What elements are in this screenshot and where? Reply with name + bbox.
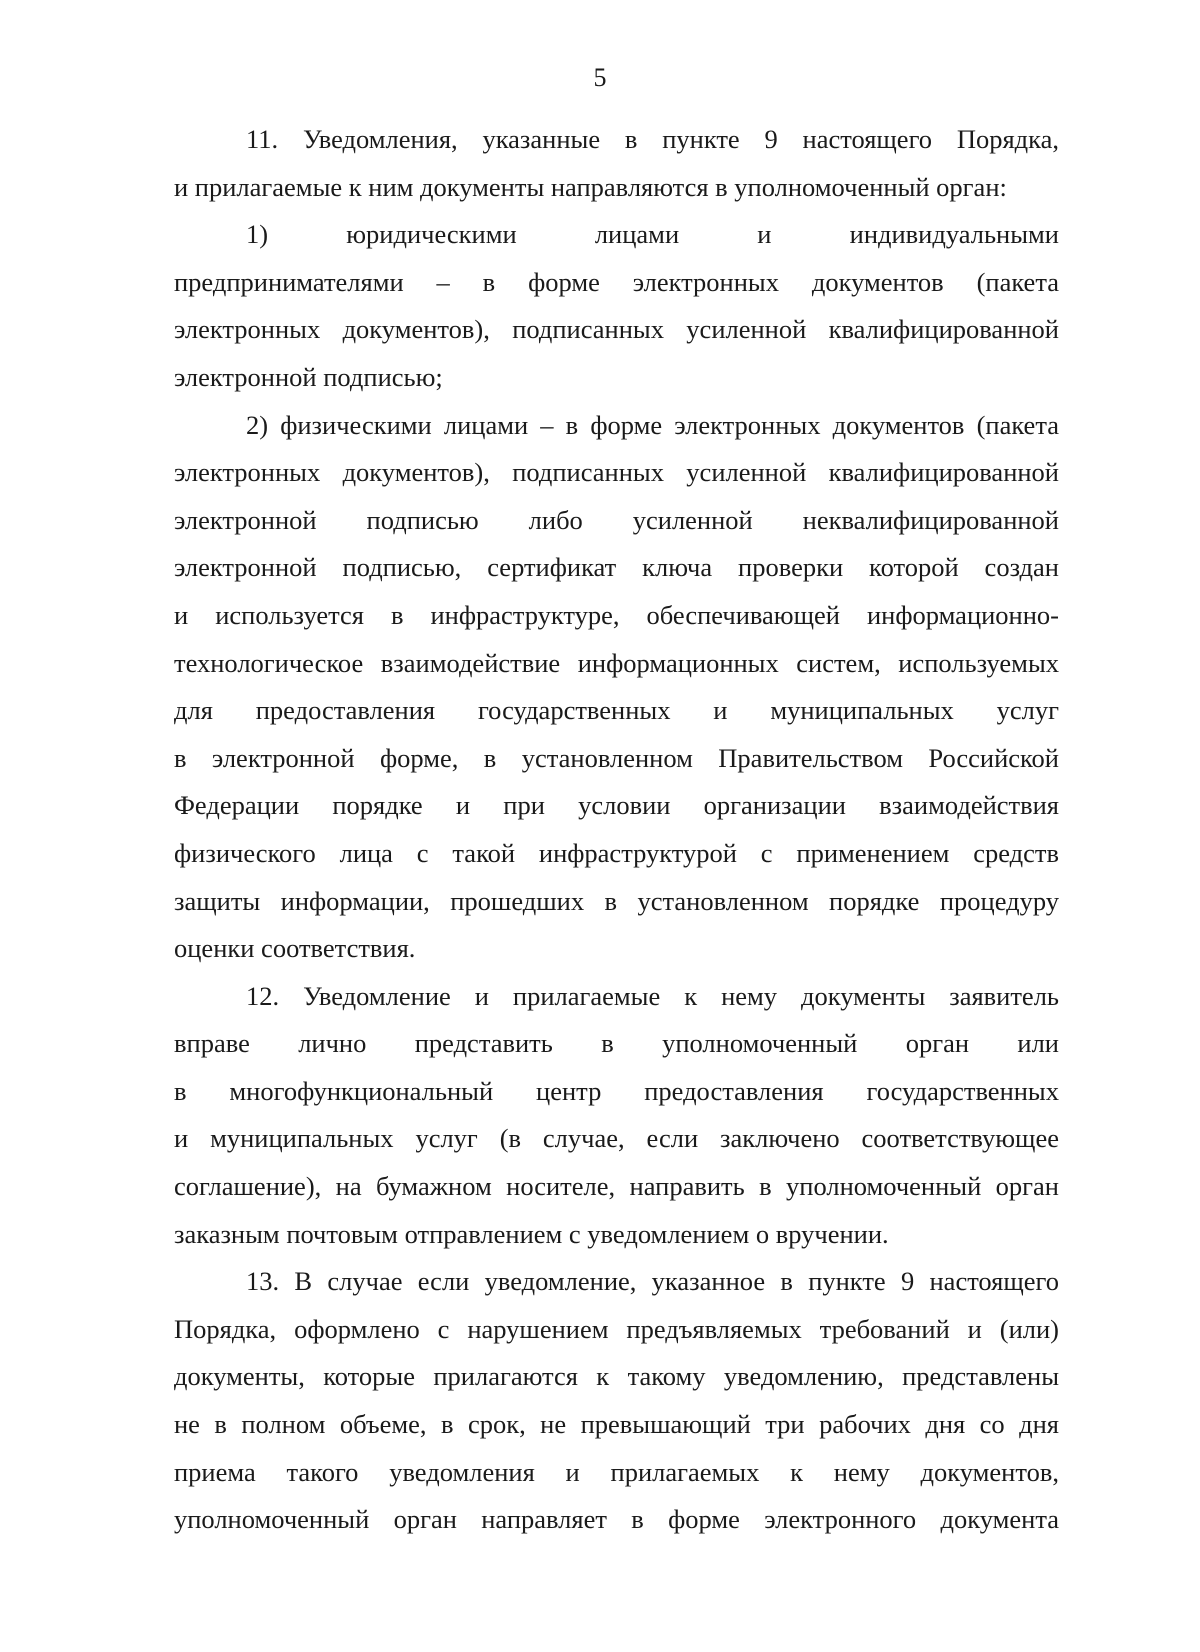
text-line: документы, которые прилагаются к такому уведомлению, представлены bbox=[174, 1361, 1059, 1392]
text-line: электронных документов), подписанных усиленной квалифицированной bbox=[174, 314, 1059, 345]
text-line: 2) физическими лицами – в форме электронных документов (пакета bbox=[246, 409, 1059, 440]
page-number: 5 bbox=[593, 63, 607, 92]
text-line: и прилагаемые к ним документы направляются в уполномоченный орган: bbox=[174, 171, 1007, 202]
text-line: и используется в инфраструктуре, обеспечивающей информационно- bbox=[174, 599, 1059, 630]
document-body bbox=[174, 116, 1059, 1544]
text-line: электронной подписью, сертификат ключа проверки которой создан bbox=[174, 552, 1059, 583]
text-line: Порядка, оформлено с нарушением предъявляемых требований и (или) bbox=[174, 1313, 1059, 1344]
text-line: предпринимателями – в форме электронных документов (пакета bbox=[174, 266, 1059, 297]
text-line: в многофункциональный центр предоставления государственных bbox=[174, 1075, 1059, 1106]
text-line: оценки соответствия. bbox=[174, 933, 416, 964]
text-line: заказным почтовым отправлением с уведомлением о вручении. bbox=[174, 1218, 889, 1249]
text-line: уполномоченный орган направляет в форме электронного документа bbox=[174, 1504, 1059, 1535]
text-line: электронной подписью; bbox=[174, 361, 443, 392]
text-line: вправе лично представить в уполномоченный орган или bbox=[174, 1028, 1059, 1059]
text-line: в электронной форме, в установленном Правительством Российской bbox=[174, 742, 1059, 773]
text-line: 11. Уведомления, указанные в пункте 9 настоящего Порядка, bbox=[246, 124, 1059, 154]
text-line: электронной подписью либо усиленной неквалифицированной bbox=[174, 504, 1059, 535]
text-line: физического лица с такой инфраструктурой с применением средств bbox=[174, 837, 1059, 868]
text-line: защиты информации, прошедших в установленном порядке процедуру bbox=[174, 885, 1059, 916]
text-line: соглашение), на бумажном носителе, направить в уполномоченный орган bbox=[174, 1171, 1059, 1202]
text-line: 13. В случае если уведомление, указанное в пункте 9 настоящего bbox=[246, 1266, 1059, 1297]
text-line: Федерации порядке и при условии организации взаимодействия bbox=[174, 790, 1059, 821]
text-line: не в полном объеме, в срок, не превышающий три рабочих дня со дня bbox=[174, 1409, 1059, 1440]
text-line: электронных документов), подписанных усиленной квалифицированной bbox=[174, 457, 1059, 488]
text-line: 1) юридическими лицами и индивидуальными bbox=[246, 219, 1059, 250]
text-line: и муниципальных услуг (в случае, если заключено соответствующее bbox=[174, 1123, 1059, 1154]
text-line: приема такого уведомления и прилагаемых к нему документов, bbox=[174, 1456, 1059, 1487]
text-line: для предоставления государственных и муниципальных услуг bbox=[174, 695, 1059, 726]
text-line: технологическое взаимодействие информационных систем, используемых bbox=[174, 647, 1059, 678]
text-line: 12. Уведомление и прилагаемые к нему документы заявитель bbox=[246, 980, 1059, 1011]
